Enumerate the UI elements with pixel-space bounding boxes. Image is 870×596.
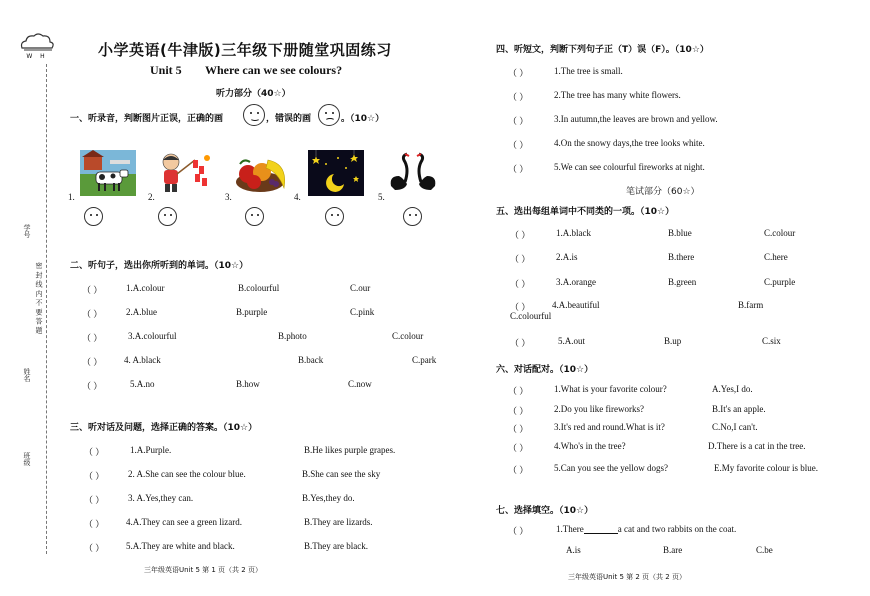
footer-page-1: 三年级英语Unit 5 第 1 页（共 2 页）: [144, 566, 262, 574]
option-c: C.here: [764, 252, 788, 262]
statement: 3.In autumn,the leaves are brown and yellow.: [554, 114, 718, 124]
option-a: 2.A.blue: [126, 307, 157, 317]
option-b: B.They are black.: [304, 541, 368, 551]
option-a: 3. A.Yes,they can.: [128, 493, 194, 503]
q6-title: 六、对话配对。（10☆）: [496, 365, 594, 375]
option-a: 4. A.black: [124, 355, 161, 365]
answer-face-5-icon[interactable]: [403, 207, 422, 226]
picture-number-1: 1.: [68, 192, 75, 202]
option-b: B.how: [236, 379, 260, 389]
option-a: 5.A.out: [558, 336, 585, 346]
option-b: B.up: [664, 336, 682, 346]
q7-stem: [556, 524, 736, 534]
question: 4.Who's in the tree?: [554, 441, 626, 451]
logo: [18, 32, 56, 60]
answer-blank[interactable]: （ ）: [510, 254, 531, 264]
answer-blank[interactable]: （ ）: [508, 92, 529, 102]
fruit-bowl-picture: [232, 152, 292, 196]
answer-blank[interactable]: （ ）: [82, 309, 103, 319]
option-c: C.be: [756, 545, 773, 555]
answer: E.My favorite colour is blue.: [714, 463, 818, 473]
option-c: C.six: [762, 336, 781, 346]
question: 2.Do you like fireworks?: [554, 404, 644, 414]
statement: 2.The tree has many white flowers.: [554, 90, 681, 100]
answer-blank[interactable]: （ ）: [84, 447, 105, 457]
smile-face-icon: [243, 104, 265, 126]
option-a: 1.A.black: [556, 228, 591, 238]
option-a: 2.A.is: [556, 252, 578, 262]
option-a: 5.A.They are white and black.: [126, 541, 235, 551]
q1-title-c: 。（10☆）: [341, 114, 385, 124]
option-c: C.pink: [350, 307, 375, 317]
option-c: C.purple: [764, 277, 796, 287]
statement: 4.On the snowy days,the tree looks white.: [554, 138, 705, 148]
cloud-logo-icon: [18, 32, 56, 52]
answer-blank[interactable]: （ ）: [510, 279, 531, 289]
answer-blank[interactable]: （ ）: [510, 230, 531, 240]
option-c: C.now: [348, 379, 372, 389]
answer: D.There is a cat in the tree.: [708, 441, 806, 451]
option-b: B.green: [668, 277, 697, 287]
answer-blank[interactable]: （ ）: [508, 526, 529, 536]
q1-title-b: ，错误的画: [266, 114, 312, 124]
option-b: B.colourful: [238, 283, 280, 293]
answer-blank[interactable]: （ ）: [82, 333, 103, 343]
written-part-heading: 笔试部分（60☆）: [626, 187, 700, 197]
boy-with-firecrackers-picture: [155, 150, 215, 196]
option-b: B.are: [663, 545, 683, 555]
answer: A.Yes,I do.: [712, 384, 753, 394]
answer-blank[interactable]: （ ）: [82, 381, 103, 391]
picture-number-5: 5.: [378, 192, 385, 202]
answer-blank[interactable]: （ ）: [84, 471, 105, 481]
statement: 1.The tree is small.: [554, 66, 623, 76]
answer-face-1-icon[interactable]: [84, 207, 103, 226]
q2-title: 二、听句子，选出你所听到的单词。（10☆）: [70, 261, 249, 271]
answer-blank[interactable]: （ ）: [508, 406, 529, 416]
answer-face-3-icon[interactable]: [245, 207, 264, 226]
option-b: B.He likes purple grapes.: [304, 445, 396, 455]
option-c: C.colour: [392, 331, 424, 341]
option-c: C.colourful: [510, 311, 552, 321]
question: 1.What is your favorite colour?: [554, 384, 667, 394]
unit-title: Where can we see colours?: [205, 63, 343, 77]
footer-page-2: 三年级英语Unit 5 第 2 页（共 2 页）: [568, 573, 686, 581]
night-moon-stars-picture: [308, 150, 364, 196]
black-swans-picture: [385, 152, 441, 194]
option-c: C.our: [350, 283, 371, 293]
q7-stem-end: a cat and two rabbits on the coat.: [617, 524, 737, 534]
answer-blank[interactable]: （ ）: [508, 443, 529, 453]
fill-in-blank[interactable]: [584, 526, 618, 534]
option-a: 3.A.colourful: [128, 331, 177, 341]
answer: C.No,I can't.: [712, 422, 758, 432]
side-warning: 密 封 线 内 不 要 答 题: [35, 262, 43, 334]
answer-blank[interactable]: （ ）: [510, 302, 531, 312]
answer-blank[interactable]: （ ）: [508, 116, 529, 126]
side-name-label: 学号: [23, 224, 31, 238]
q7-stem-start: 1.There: [556, 524, 584, 534]
answer-blank[interactable]: （ ）: [84, 519, 105, 529]
picture-number-4: 4.: [294, 192, 301, 202]
cow-on-farm-picture: [80, 150, 136, 196]
option-b: B.They are lizards.: [304, 517, 373, 527]
option-a: 5.A.no: [130, 379, 155, 389]
answer-face-4-icon[interactable]: [325, 207, 344, 226]
option-b: B.there: [668, 252, 695, 262]
question: 5.Can you see the yellow dogs?: [554, 463, 668, 473]
listening-part-heading: 听力部分（40☆）: [216, 89, 291, 99]
answer: B.It's an apple.: [712, 404, 766, 414]
option-b: B.back: [298, 355, 324, 365]
q7-title: 七、选择填空。（10☆）: [496, 506, 594, 516]
side-school-label: 班级: [23, 452, 31, 466]
answer-blank[interactable]: （ ）: [508, 465, 529, 475]
option-a: 4.A.beautiful: [552, 300, 600, 310]
option-b: B.Yes,they do.: [302, 493, 355, 503]
answer-blank[interactable]: （ ）: [82, 357, 103, 367]
answer-blank[interactable]: （ ）: [508, 164, 529, 174]
option-a: 1.A.colour: [126, 283, 165, 293]
answer-blank[interactable]: （ ）: [508, 68, 529, 78]
sad-face-icon: [318, 104, 340, 126]
q3-title: 三、听对话及问题，选择正确的答案。（10☆）: [70, 423, 258, 433]
answer-blank[interactable]: （ ）: [84, 543, 105, 553]
option-b: B.blue: [668, 228, 692, 238]
statement: 5.We can see colourful fireworks at night.: [554, 162, 705, 172]
answer-blank[interactable]: （ ）: [508, 386, 529, 396]
option-b: B.photo: [278, 331, 307, 341]
picture-number-3: 3.: [225, 192, 232, 202]
picture-number-2: 2.: [148, 192, 155, 202]
answer-blank[interactable]: （ ）: [510, 338, 531, 348]
option-c: C.colour: [764, 228, 796, 238]
option-a: 2. A.She can see the colour blue.: [128, 469, 246, 479]
logo-letters: W H: [26, 53, 48, 60]
q1-title-a: 一、听录音，判断图片正误，正确的画: [70, 114, 224, 124]
option-a: 1.A.Purple.: [130, 445, 172, 455]
option-b: B.She can see the sky: [302, 469, 381, 479]
answer-blank[interactable]: （ ）: [508, 424, 529, 434]
answer-blank[interactable]: （ ）: [84, 495, 105, 505]
seal-line: [46, 64, 47, 554]
option-c: C.park: [412, 355, 437, 365]
option-a: 3.A.orange: [556, 277, 596, 287]
q4-title: 四、听短文，判断下列句子正（T）误（F）。（10☆）: [496, 45, 709, 55]
answer-face-2-icon[interactable]: [158, 207, 177, 226]
page-title: 小学英语(牛津版)三年级下册随堂巩固练习: [98, 41, 392, 59]
unit-number: Unit 5: [150, 63, 182, 77]
option-a: 4.A.They can see a green lizard.: [126, 517, 242, 527]
side-class-label: 姓名: [23, 368, 31, 382]
option-b: B.purple: [236, 307, 268, 317]
option-a: A.is: [566, 545, 581, 555]
answer-blank[interactable]: （ ）: [508, 140, 529, 150]
question: 3.It's red and round.What is it?: [554, 422, 665, 432]
answer-blank[interactable]: （ ）: [82, 285, 103, 295]
option-b: B.farm: [738, 300, 764, 310]
q5-title: 五、选出每组单词中不同类的一项。（10☆）: [496, 207, 675, 217]
